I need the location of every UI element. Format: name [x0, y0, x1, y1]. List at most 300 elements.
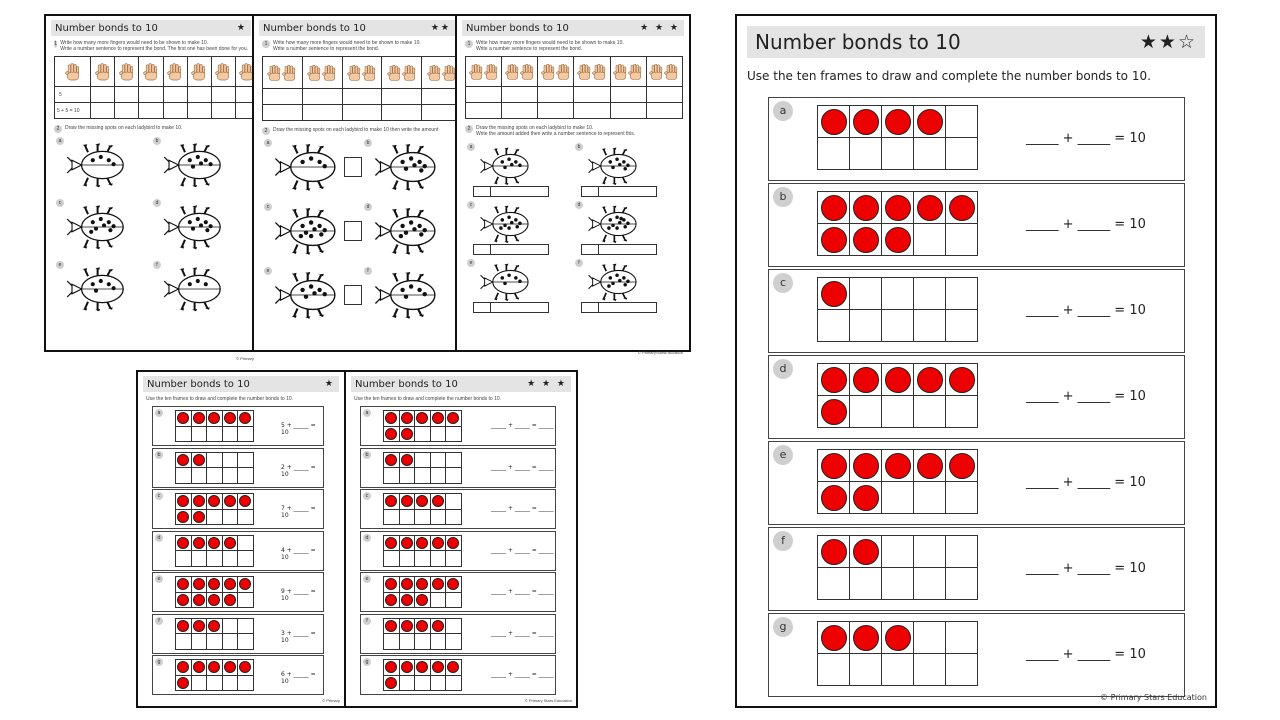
- question-2-text: Draw the missing spots on each ladybird to make 10.: [476, 125, 594, 131]
- ten-frame-cell[interactable]: [238, 618, 254, 634]
- ten-frame-cell[interactable]: [207, 494, 223, 510]
- ten-frame-cell[interactable]: [446, 634, 462, 650]
- equation-text: _____ + _____ = 10: [1026, 561, 1146, 576]
- counter-dot: [949, 453, 975, 479]
- ten-frame-cell[interactable]: [914, 192, 946, 224]
- ten-frame-cell[interactable]: [882, 364, 914, 396]
- ten-frame-cell[interactable]: [384, 577, 400, 593]
- hand-icon: [143, 61, 159, 83]
- ten-frame-cell[interactable]: [384, 535, 400, 551]
- ten-frame-cell[interactable]: [384, 426, 400, 442]
- fingers-sheet-3: [455, 14, 691, 355]
- ten-frame-cell[interactable]: [818, 622, 850, 654]
- ten-frame-cell[interactable]: [207, 675, 223, 691]
- equation-text: 5 + _____ = 10: [281, 422, 316, 436]
- counter-dot: [401, 594, 413, 606]
- ten-frame-cell[interactable]: [238, 411, 254, 427]
- ten-frame-cell[interactable]: [430, 426, 446, 442]
- hand-cell: [302, 57, 342, 89]
- ten-frame-cell[interactable]: [176, 426, 192, 442]
- answer-boxes[interactable]: [581, 302, 681, 313]
- ten-frame-cell[interactable]: [207, 577, 223, 593]
- ladybird-item: [465, 259, 573, 313]
- ten-frame-cell[interactable]: [399, 468, 415, 484]
- ten-frame-cell[interactable]: [850, 568, 882, 600]
- question-letter: a: [467, 143, 475, 151]
- ten-frame-cell[interactable]: [176, 675, 192, 691]
- ten-frame-cell[interactable]: [207, 535, 223, 551]
- ten-frame-cell[interactable]: [222, 675, 238, 691]
- ten-frame-cell[interactable]: [415, 494, 431, 510]
- answer-box[interactable]: [344, 157, 362, 177]
- ten-frame-cell[interactable]: [882, 310, 914, 342]
- ten-frame-cell[interactable]: [176, 634, 192, 650]
- ten-frame-cell[interactable]: [818, 192, 850, 224]
- ten-frame-cell[interactable]: [222, 494, 238, 510]
- ten-frame-cell[interactable]: [176, 494, 192, 510]
- ten-frame-cell[interactable]: [415, 426, 431, 442]
- ten-frame-cell[interactable]: [415, 509, 431, 525]
- ten-frame-cell[interactable]: [222, 535, 238, 551]
- ten-frame-cell[interactable]: [818, 450, 850, 482]
- ten-frame-cell[interactable]: [176, 468, 192, 484]
- ten-frame-cell[interactable]: [415, 660, 431, 676]
- ten-frame-cell[interactable]: [914, 450, 946, 482]
- ten-frame-cell[interactable]: [818, 654, 850, 686]
- counter-dot: [224, 412, 236, 424]
- ten-frame-cell[interactable]: [415, 577, 431, 593]
- question-row: [768, 613, 1185, 697]
- hand-cell: [538, 57, 574, 87]
- ten-frame-cell[interactable]: [415, 452, 431, 468]
- question-row: [152, 489, 324, 529]
- ten-frame-cell[interactable]: [946, 364, 978, 396]
- ten-frame-cell[interactable]: [850, 106, 882, 138]
- hand-cell: [574, 57, 610, 87]
- ten-frame-cell[interactable]: [446, 468, 462, 484]
- ten-frame-cell[interactable]: [914, 106, 946, 138]
- ladybird-icon: [583, 205, 643, 243]
- ten-frame-cell[interactable]: [946, 482, 978, 514]
- ten-frame-cell[interactable]: [818, 536, 850, 568]
- ten-frame-cell[interactable]: [818, 482, 850, 514]
- ten-frame-cell[interactable]: [191, 592, 207, 608]
- counter-dot: [193, 495, 205, 507]
- ten-frame-cell[interactable]: [446, 660, 462, 676]
- ten-frame-cell[interactable]: [914, 364, 946, 396]
- ten-frame-cell[interactable]: [882, 224, 914, 256]
- counter-dot: [385, 412, 397, 424]
- ten-frame-cell[interactable]: [430, 592, 446, 608]
- ten-frame-cell[interactable]: [238, 577, 254, 593]
- ten-frame-cell[interactable]: [399, 577, 415, 593]
- ten-frame-cell[interactable]: [399, 634, 415, 650]
- ten-frame-cell[interactable]: [446, 592, 462, 608]
- ten-frame-cell[interactable]: [850, 364, 882, 396]
- ten-frame-cell[interactable]: [191, 675, 207, 691]
- ten-frame-cell[interactable]: [384, 468, 400, 484]
- ten-frame-cell[interactable]: [914, 278, 946, 310]
- hand-icon: [541, 61, 556, 83]
- ten-frame-cell[interactable]: [176, 452, 192, 468]
- hand-icon: [520, 61, 535, 83]
- equation-text: _____ + _____ = 10: [1026, 131, 1146, 146]
- ten-frame-cell[interactable]: [914, 568, 946, 600]
- ten-frame-cell[interactable]: [191, 426, 207, 442]
- ten-frame-cell[interactable]: [946, 568, 978, 600]
- ten-frame-cell[interactable]: [176, 618, 192, 634]
- answer-boxes[interactable]: [473, 244, 573, 255]
- ten-frame-cell[interactable]: [446, 494, 462, 510]
- ten-frame-cell[interactable]: [238, 426, 254, 442]
- hand-icon: [664, 61, 679, 83]
- ten-frame-cell[interactable]: [946, 536, 978, 568]
- ten-frame-cell[interactable]: [850, 192, 882, 224]
- ten-frame-cell[interactable]: [384, 592, 400, 608]
- counter-dot: [853, 453, 879, 479]
- star-rating: ★★: [430, 23, 451, 33]
- counter-dot: [853, 539, 879, 565]
- ten-frame-cell[interactable]: [882, 622, 914, 654]
- ten-frame-cell[interactable]: [882, 396, 914, 428]
- answer-box[interactable]: [344, 285, 362, 305]
- ten-frame-cell[interactable]: [222, 551, 238, 567]
- question-number-1: 1: [262, 40, 270, 48]
- ten-frame-cell[interactable]: [222, 618, 238, 634]
- ten-frame-cell[interactable]: [238, 452, 254, 468]
- equation-text: _____ + _____ = _____: [491, 588, 554, 595]
- ten-frame-cell[interactable]: [238, 494, 254, 510]
- answer-box[interactable]: [344, 221, 362, 241]
- counter-dot: [432, 537, 444, 549]
- ten-frame-cell[interactable]: [946, 310, 978, 342]
- ten-frame-cell[interactable]: [384, 411, 400, 427]
- ten-frame-cell[interactable]: [222, 634, 238, 650]
- ten-frame-cell[interactable]: [850, 482, 882, 514]
- hand-cell: [382, 57, 422, 89]
- hand-icon: [347, 62, 362, 84]
- ten-frame-cell[interactable]: [222, 509, 238, 525]
- ten-frame-cell[interactable]: [191, 551, 207, 567]
- ten-frame-cell[interactable]: [850, 654, 882, 686]
- ten-frame-cell[interactable]: [384, 551, 400, 567]
- ten-frame-cell[interactable]: [207, 509, 223, 525]
- ten-frame-cell[interactable]: [415, 411, 431, 427]
- ten-frame-cell[interactable]: [882, 278, 914, 310]
- ten-frame-cell[interactable]: [446, 675, 462, 691]
- ten-frame-cell[interactable]: [914, 138, 946, 170]
- counter-dot: [821, 109, 847, 135]
- counter-dot: [416, 537, 428, 549]
- counter-dot: [224, 661, 236, 673]
- star-rating: ★★☆: [1139, 31, 1197, 53]
- ten-frame-cell[interactable]: [882, 106, 914, 138]
- ten-frame-cell[interactable]: [818, 364, 850, 396]
- question-letter: b: [364, 139, 372, 147]
- ten-frame-cell[interactable]: [207, 634, 223, 650]
- ten-frame-cell[interactable]: [850, 450, 882, 482]
- answer-boxes[interactable]: [581, 244, 681, 255]
- ten-frame-cell[interactable]: [430, 468, 446, 484]
- ten-frame-cell[interactable]: [430, 494, 446, 510]
- counter-dot: [208, 620, 220, 632]
- ten-frame-cell[interactable]: [430, 675, 446, 691]
- ten-frame-cell[interactable]: [207, 426, 223, 442]
- answer-boxes[interactable]: [473, 186, 573, 197]
- ten-frame-cell[interactable]: [446, 535, 462, 551]
- ten-frame-cell[interactable]: [850, 622, 882, 654]
- ten-frame-cell[interactable]: [191, 577, 207, 593]
- ladybird-item: [573, 259, 681, 313]
- ten-frame-cell[interactable]: [415, 675, 431, 691]
- ten-frame-cell[interactable]: [176, 592, 192, 608]
- ten-frame-cell[interactable]: [818, 224, 850, 256]
- ten-frame-cell[interactable]: [191, 634, 207, 650]
- hand-icon: [322, 62, 337, 84]
- ten-frame-cell[interactable]: [850, 138, 882, 170]
- ten-frame-cell[interactable]: [222, 411, 238, 427]
- ten-frame-cell[interactable]: [238, 468, 254, 484]
- counter-dot: [177, 495, 189, 507]
- ten-frame-cell[interactable]: [914, 310, 946, 342]
- answer-boxes[interactable]: [473, 302, 573, 313]
- equation-text: _____ + _____ = _____: [491, 463, 554, 471]
- ten-frame-cell[interactable]: [882, 654, 914, 686]
- ten-frame-cell[interactable]: [850, 278, 882, 310]
- ten-frame-cell[interactable]: [914, 622, 946, 654]
- ten-frame-cell[interactable]: [222, 452, 238, 468]
- ten-frame-cell[interactable]: [946, 396, 978, 428]
- ten-frame-cell[interactable]: [882, 568, 914, 600]
- ten-frame-cell[interactable]: [384, 634, 400, 650]
- ladybird-item: [362, 267, 452, 319]
- ten-frame-cell[interactable]: [222, 660, 238, 676]
- ten-frame-cell[interactable]: [207, 468, 223, 484]
- ten-frame-cell[interactable]: [914, 536, 946, 568]
- ten-frame-cell[interactable]: [191, 468, 207, 484]
- counter-dot: [385, 495, 397, 507]
- ten-frame: [383, 618, 462, 650]
- ten-frame-cell[interactable]: [882, 192, 914, 224]
- hand-icon: [362, 62, 377, 84]
- ten-frame-cell[interactable]: [850, 310, 882, 342]
- ten-frame-cell[interactable]: [207, 452, 223, 468]
- ten-frame-cell[interactable]: [430, 660, 446, 676]
- ten-frame-cell[interactable]: [850, 396, 882, 428]
- ten-frame-cell[interactable]: [914, 396, 946, 428]
- ten-frame-cell[interactable]: [399, 592, 415, 608]
- ten-frame-cell[interactable]: [191, 411, 207, 427]
- ten-frame-cell[interactable]: [399, 426, 415, 442]
- ten-frame-cell[interactable]: [946, 192, 978, 224]
- ten-frame: [175, 535, 254, 567]
- ten-frame-cell[interactable]: [207, 551, 223, 567]
- ten-frame-cell[interactable]: [176, 411, 192, 427]
- ten-frame-cell[interactable]: [946, 622, 978, 654]
- ten-frame-cell[interactable]: [238, 509, 254, 525]
- ten-frame-cell[interactable]: [415, 618, 431, 634]
- question-row: [152, 655, 324, 695]
- counter-dot: [821, 539, 847, 565]
- ten-frame-cell[interactable]: [207, 411, 223, 427]
- ten-frame-cell[interactable]: [446, 618, 462, 634]
- hand-icon: [65, 61, 81, 83]
- counter-dot: [401, 495, 413, 507]
- ten-frame-cell[interactable]: [238, 634, 254, 650]
- question-number-2: 2: [262, 127, 270, 135]
- ten-frame-cell[interactable]: [818, 106, 850, 138]
- ten-frame-cell[interactable]: [946, 654, 978, 686]
- ten-frame-cell[interactable]: [946, 138, 978, 170]
- ten-frame-cell[interactable]: [946, 106, 978, 138]
- question-number-1: 1: [54, 41, 58, 47]
- ten-frame-cell[interactable]: [238, 551, 254, 567]
- ten-frame-cell[interactable]: [818, 278, 850, 310]
- ten-frame-cell[interactable]: [222, 468, 238, 484]
- ten-frame-cell[interactable]: [399, 618, 415, 634]
- ten-frame-cell[interactable]: [191, 494, 207, 510]
- sheet-title: Number bonds to 10: [466, 22, 569, 34]
- ten-frame-cell[interactable]: [818, 310, 850, 342]
- ten-frame-cell[interactable]: [430, 618, 446, 634]
- ten-frame-cell[interactable]: [399, 509, 415, 525]
- ten-frame-cell[interactable]: [415, 535, 431, 551]
- question-letter: a: [56, 137, 64, 145]
- ten-frame-cell[interactable]: [430, 634, 446, 650]
- ten-frame-cell[interactable]: [882, 482, 914, 514]
- ten-frame-cell[interactable]: [415, 551, 431, 567]
- ten-frame-cell[interactable]: [446, 577, 462, 593]
- question-letter: f: [575, 259, 583, 267]
- ladybird-item: [362, 139, 452, 191]
- ten-frame-cell[interactable]: [818, 396, 850, 428]
- ten-frame-cell[interactable]: [946, 278, 978, 310]
- sheet-title-bar: [462, 20, 684, 36]
- ten-frame-cell[interactable]: [399, 411, 415, 427]
- ten-frame-cell[interactable]: [850, 224, 882, 256]
- ten-frame-cell[interactable]: [191, 535, 207, 551]
- ten-frame-cell[interactable]: [222, 592, 238, 608]
- ten-frame-cell[interactable]: [882, 536, 914, 568]
- counter-dot: [821, 453, 847, 479]
- ten-frame-cell[interactable]: [446, 426, 462, 442]
- ten-frame-cell[interactable]: [415, 592, 431, 608]
- ten-frame-cell[interactable]: [384, 494, 400, 510]
- ten-frame-cell[interactable]: [399, 535, 415, 551]
- ten-frame-cell[interactable]: [222, 577, 238, 593]
- ten-frame: [817, 621, 978, 686]
- ten-frame-cell[interactable]: [222, 426, 238, 442]
- hand-cell: [646, 57, 682, 87]
- ten-frame-cell[interactable]: [238, 535, 254, 551]
- ten-frame-cell[interactable]: [946, 224, 978, 256]
- ten-frame-cell[interactable]: [946, 450, 978, 482]
- equation-text: _____ + _____ = _____: [491, 629, 554, 637]
- ten-frame-cell[interactable]: [914, 482, 946, 514]
- ten-frame: [175, 452, 254, 484]
- ten-frame-cell[interactable]: [176, 509, 192, 525]
- sheet-title-bar: [143, 376, 339, 392]
- ladybird-icon: [372, 207, 440, 255]
- ten-frame-cell[interactable]: [850, 536, 882, 568]
- ten-frame-cell[interactable]: [191, 452, 207, 468]
- instruction-text: Use the ten frames to draw and complete the number bonds to 10.: [146, 396, 294, 402]
- ten-frame-cell[interactable]: [191, 509, 207, 525]
- ten-frame-cell[interactable]: [446, 452, 462, 468]
- counter-dot: [416, 578, 428, 590]
- question-row: [360, 531, 556, 571]
- ten-frame-cell[interactable]: [430, 509, 446, 525]
- ten-frame-cell[interactable]: [176, 551, 192, 567]
- ten-frame-cell[interactable]: [818, 568, 850, 600]
- counter-dot: [385, 578, 397, 590]
- ten-frame-cell[interactable]: [207, 592, 223, 608]
- equation-text: 3 + _____ = 10: [281, 629, 316, 644]
- ten-frame-cell[interactable]: [430, 452, 446, 468]
- ten-frame-cell[interactable]: [399, 551, 415, 567]
- ten-frame-cell[interactable]: [446, 509, 462, 525]
- ten-frame-cell[interactable]: [399, 675, 415, 691]
- ten-frame-cell[interactable]: [384, 660, 400, 676]
- question-2-text-2: Write the amount added then write a number sentence to represent this.: [476, 131, 636, 137]
- ten-frame-cell[interactable]: [415, 634, 431, 650]
- ten-frame-cell[interactable]: [399, 452, 415, 468]
- ten-frame-cell[interactable]: [446, 411, 462, 427]
- answer-boxes[interactable]: [581, 186, 681, 197]
- equation-text: _____ + _____ = _____: [491, 671, 554, 678]
- ten-frame-cell[interactable]: [818, 138, 850, 170]
- hand-cell: [139, 57, 163, 87]
- ten-frame: [817, 535, 978, 600]
- ten-frame-cell[interactable]: [430, 411, 446, 427]
- ten-frame-cell[interactable]: [914, 224, 946, 256]
- ten-frame-cell[interactable]: [238, 675, 254, 691]
- ten-frames-sheet-small-1: [136, 370, 346, 708]
- ten-frame-cell[interactable]: [384, 452, 400, 468]
- ten-frame-cell[interactable]: [238, 592, 254, 608]
- counter-dot: [416, 412, 428, 424]
- ten-frame-cell[interactable]: [176, 535, 192, 551]
- ten-frame-cell[interactable]: [191, 660, 207, 676]
- question-letter: e: [155, 575, 163, 583]
- ten-frame-cell[interactable]: [207, 660, 223, 676]
- ten-frame-cell[interactable]: [882, 450, 914, 482]
- counter-dot: [401, 620, 413, 632]
- ten-frame-cell[interactable]: [430, 551, 446, 567]
- ten-frame-cell[interactable]: [384, 675, 400, 691]
- ten-frame-cell[interactable]: [384, 509, 400, 525]
- question-letter: c: [363, 492, 371, 500]
- ten-frame-cell[interactable]: [399, 660, 415, 676]
- ten-frame-cell[interactable]: [176, 660, 192, 676]
- ten-frame-cell[interactable]: [399, 494, 415, 510]
- ten-frame-cell[interactable]: [207, 618, 223, 634]
- ten-frame-cell[interactable]: [430, 577, 446, 593]
- counter-dot: [821, 227, 847, 253]
- ten-frame-cell[interactable]: [176, 577, 192, 593]
- question-row: [360, 655, 556, 695]
- ten-frame-cell[interactable]: [238, 660, 254, 676]
- ten-frame-cell[interactable]: [415, 468, 431, 484]
- ten-frame-cell[interactable]: [882, 138, 914, 170]
- ten-frame-cell[interactable]: [384, 618, 400, 634]
- ten-frame-cell[interactable]: [191, 618, 207, 634]
- ten-frame-cell[interactable]: [430, 535, 446, 551]
- ten-frame-cell[interactable]: [446, 551, 462, 567]
- question-1-text-2: Write a number sentence to represent the bond.: [273, 46, 380, 52]
- ten-frame-cell[interactable]: [914, 654, 946, 686]
- counter-dot: [447, 412, 459, 424]
